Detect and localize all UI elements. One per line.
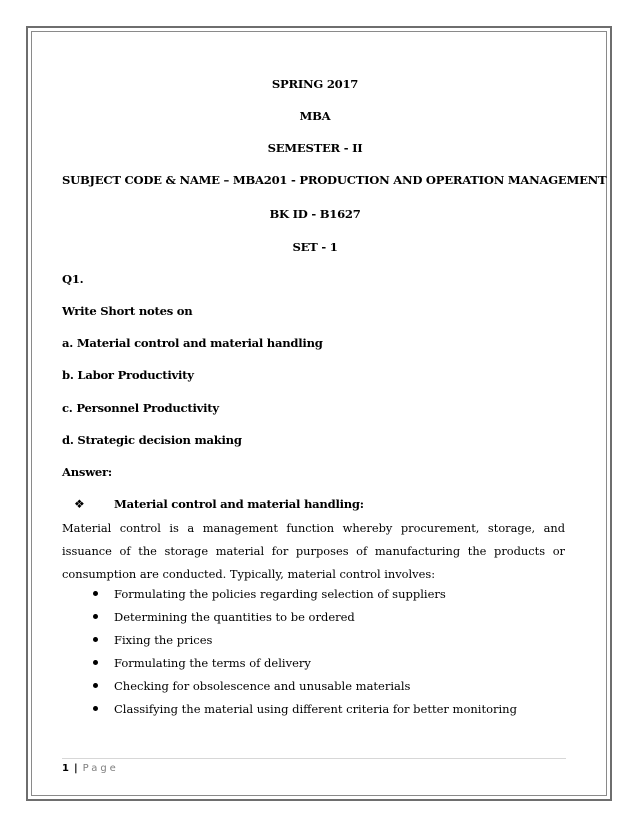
bullet-dot-icon: [93, 637, 98, 642]
bullet-dot-icon: [93, 706, 98, 711]
question-part: d. Strategic decision making: [62, 433, 242, 447]
list-item-text: Fixing the prices: [114, 633, 213, 647]
answer-label: Answer:: [62, 465, 112, 479]
question-part: c. Personnel Productivity: [62, 401, 219, 415]
footer-separator: |: [73, 763, 78, 774]
bullet-dot-icon: [93, 683, 98, 688]
book-id: BK ID - B1627: [269, 207, 361, 221]
question-part: b. Labor Productivity: [62, 368, 194, 382]
page-number: 1: [62, 763, 69, 774]
list-item-text: Classifying the material using different criteria for better monitoring: [114, 702, 517, 716]
set-number: SET - 1: [292, 240, 338, 254]
question-number: Q1.: [62, 272, 84, 286]
list-item-text: Determining the quantities to be ordered: [114, 610, 355, 624]
bullet-dot-icon: [93, 660, 98, 665]
list-item-text: Checking for obsolescence and unusable materials: [114, 679, 411, 693]
section-title: Material control and material handling:: [114, 497, 364, 511]
program-name: MBA: [299, 109, 331, 123]
material-control-paragraph: Material control is a management function whereby procurement, storage, and issuance of the storage material for purposes of manufacturing the products or consumption are conducted. Typically, material control involves:: [62, 521, 565, 581]
list-item-text: Formulating the terms of delivery: [114, 656, 311, 670]
subject-code-name: SUBJECT CODE & NAME – MBA201 - PRODUCTION AND OPERATION MANAGEMENT: [62, 173, 607, 187]
diamond-bullet-icon: ❖: [74, 497, 85, 511]
list-item-text: Formulating the policies regarding selection of suppliers: [114, 587, 446, 601]
page-label: Page: [82, 763, 119, 774]
question-instruction: Write Short notes on: [62, 304, 193, 318]
footer-divider: [62, 758, 566, 759]
bullet-dot-icon: [93, 591, 98, 596]
page-footer: [62, 762, 119, 776]
semester-number: SEMESTER - II: [267, 141, 363, 155]
semester-season: SPRING 2017: [271, 77, 359, 91]
question-part: a. Material control and material handling: [62, 336, 323, 350]
bullet-dot-icon: [93, 614, 98, 619]
